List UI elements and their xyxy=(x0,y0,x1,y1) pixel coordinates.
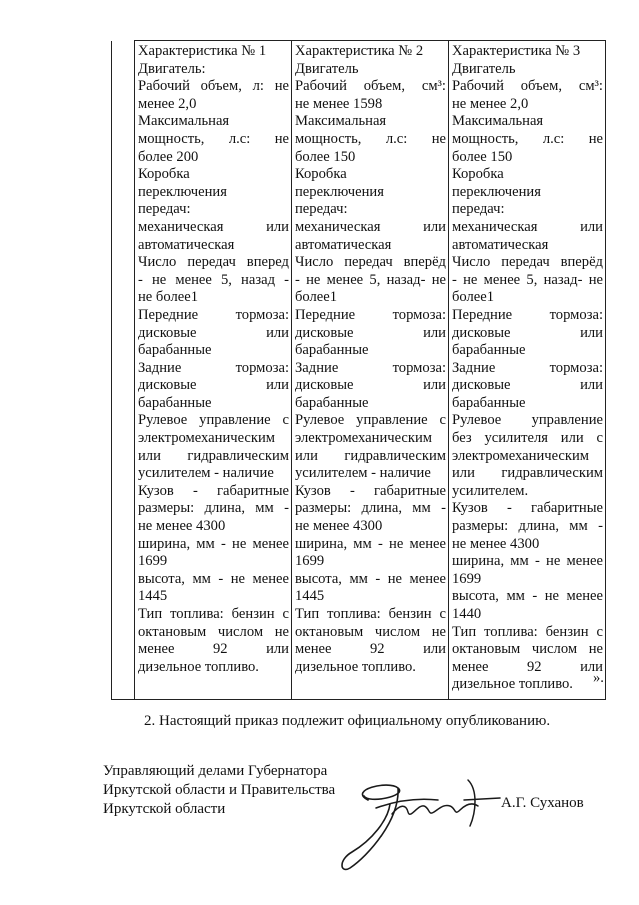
characteristic-line: Задние тормоза: xyxy=(138,359,289,376)
characteristic-line: передач: xyxy=(452,201,505,218)
characteristic-line: Кузов - габаритные xyxy=(452,500,603,517)
characteristic-line: - не менее 5, назад- не xyxy=(295,271,446,288)
characteristic-line: октановым числом не xyxy=(295,623,446,640)
characteristic-line: Кузов - габаритные xyxy=(138,482,289,499)
characteristic-line: более 150 xyxy=(452,148,513,165)
characteristic-line: Передние тормоза: xyxy=(295,306,446,323)
characteristic-2-lines xyxy=(295,61,446,677)
characteristic-line: или гидравлическим xyxy=(138,447,289,464)
characteristic-line: менее 92 или xyxy=(452,658,603,675)
characteristic-line: Тип топлива: бензин с xyxy=(295,606,446,622)
order-item-2: 2. Настоящий приказ подлежит официальному опубликованию. xyxy=(144,713,551,729)
characteristic-line: Максимальная xyxy=(295,113,387,130)
characteristic-line: ширина, мм - не менее xyxy=(452,553,603,570)
signer-position-line-3: Иркутской области xyxy=(103,801,226,817)
characteristic-3-title: Характеристика № 3 xyxy=(452,43,581,59)
characteristic-line: мощность, л.с: не xyxy=(138,130,289,147)
characteristic-line: передач: xyxy=(138,201,191,218)
characteristic-line: Двигатель xyxy=(452,60,516,77)
characteristic-line: 1699 xyxy=(295,553,325,570)
characteristic-line: барабанные xyxy=(295,394,369,411)
characteristic-line: более 150 xyxy=(295,148,356,165)
characteristic-line: Тип топлива: бензин с xyxy=(452,623,603,640)
characteristic-line: Число передач вперёд xyxy=(452,254,603,271)
characteristic-line: размеры: длина, мм - xyxy=(138,500,289,517)
characteristic-line: дисковые или xyxy=(452,377,603,394)
characteristic-1-cell xyxy=(135,41,292,700)
characteristic-line: дисковые или xyxy=(295,377,446,394)
characteristic-2-title: Характеристика № 2 xyxy=(295,43,424,59)
characteristic-line: механическая или xyxy=(138,218,289,235)
signature-block xyxy=(103,762,335,819)
table-gutter-column xyxy=(112,41,135,700)
specifications-table xyxy=(111,40,606,700)
characteristic-line: усилителем. xyxy=(452,482,529,499)
characteristic-line: дисковые или xyxy=(452,324,603,341)
characteristic-line: Коробка xyxy=(452,166,504,183)
characteristic-line: автоматическая xyxy=(138,236,235,253)
characteristic-line: Задние тормоза: xyxy=(295,359,446,376)
characteristic-line: Двигатель xyxy=(295,60,359,77)
characteristic-line: менее 92 или xyxy=(295,641,446,658)
handwritten-signature xyxy=(328,760,508,880)
characteristic-line: барабанные xyxy=(295,342,369,359)
characteristic-line: Коробка xyxy=(295,166,347,183)
characteristic-line: усилителем - наличие xyxy=(138,465,274,482)
characteristic-line: не менее 1598 xyxy=(295,95,383,112)
characteristic-line: Рабочий объем, л: не xyxy=(138,78,289,95)
characteristic-line: Коробка xyxy=(138,166,190,183)
characteristic-1-lines xyxy=(138,61,289,677)
characteristic-line: октановым числом не xyxy=(138,623,289,640)
characteristic-1-title: Характеристика № 1 xyxy=(138,43,267,59)
characteristic-line: дисковые или xyxy=(138,377,289,394)
characteristic-line: переключения xyxy=(295,183,384,200)
characteristic-line: электромеханическим xyxy=(452,447,590,464)
characteristic-line: барабанные xyxy=(452,342,526,359)
characteristic-line: переключения xyxy=(138,183,227,200)
characteristic-line: ширина, мм - не менее xyxy=(138,535,289,552)
characteristic-line: Передние тормоза: xyxy=(138,306,289,323)
characteristic-line: - не менее 5, назад- не xyxy=(452,271,603,288)
characteristic-line: или гидравлическим xyxy=(452,465,603,482)
characteristic-line: передач: xyxy=(295,201,348,218)
characteristic-line: или гидравлическим xyxy=(295,447,446,464)
characteristic-line: автоматическая xyxy=(452,236,549,253)
characteristic-line: 1699 xyxy=(138,553,168,570)
characteristic-line: без усилителя или с xyxy=(452,430,603,447)
characteristic-line: Кузов - габаритные xyxy=(295,482,446,499)
characteristic-line: дизельное топливо. xyxy=(452,676,573,693)
characteristic-line: механическая или xyxy=(295,218,446,235)
characteristic-line: Двигатель: xyxy=(138,60,206,77)
characteristic-line: барабанные xyxy=(452,394,526,411)
characteristic-line: не менее 4300 xyxy=(138,518,226,535)
characteristic-line: более1 xyxy=(452,289,495,306)
characteristic-3-cell xyxy=(449,41,606,700)
characteristic-line: 1445 xyxy=(295,588,325,605)
characteristic-line: Рулевое управление с xyxy=(138,412,289,429)
characteristic-line: дизельное топливо. xyxy=(295,658,416,675)
characteristic-line: не менее 2,0 xyxy=(452,95,529,112)
characteristic-line: Рабочий объем, см³: xyxy=(452,78,603,95)
characteristic-line: 1699 xyxy=(452,570,482,587)
characteristic-line: переключения xyxy=(452,183,541,200)
table-row xyxy=(112,41,606,700)
characteristic-line: размеры: длина, мм - xyxy=(452,518,603,535)
characteristic-line: не менее 4300 xyxy=(295,518,383,535)
characteristic-line: дисковые или xyxy=(295,324,446,341)
characteristic-line: - не менее 5, назад - xyxy=(138,271,289,288)
characteristic-line: электромеханическим xyxy=(295,430,433,447)
characteristic-line: усилителем - наличие xyxy=(295,465,431,482)
characteristic-line: мощность, л.с: не xyxy=(295,130,446,147)
characteristic-line: октановым числом не xyxy=(452,641,603,658)
characteristic-line: не менее 4300 xyxy=(452,535,540,552)
characteristic-3-lines xyxy=(452,61,603,694)
signer-position-line-2: Иркутской области и Правительства xyxy=(103,782,336,798)
characteristic-line: более1 xyxy=(295,289,338,306)
signer-position-line-1: Управляющий делами Губернатора xyxy=(103,763,328,779)
characteristic-line: менее 92 или xyxy=(138,641,289,658)
characteristic-line: 1445 xyxy=(138,588,168,605)
characteristic-line: более 200 xyxy=(138,148,199,165)
characteristic-line: высота, мм - не менее xyxy=(138,570,289,587)
characteristic-line: Задние тормоза: xyxy=(452,359,603,376)
characteristic-line: автоматическая xyxy=(295,236,392,253)
characteristic-line: Рулевое управление с xyxy=(295,412,446,429)
characteristic-line: барабанные xyxy=(138,394,212,411)
characteristic-line: механическая или xyxy=(452,218,603,235)
characteristic-line: не более1 xyxy=(138,289,198,306)
characteristic-line: размеры: длина, мм - xyxy=(295,500,446,517)
characteristic-line: Передние тормоза: xyxy=(452,306,603,323)
closing-quote: ». xyxy=(593,670,604,686)
characteristic-line: ширина, мм - не менее xyxy=(295,535,446,552)
characteristic-line: мощность, л.с: не xyxy=(452,130,603,147)
characteristic-line: менее 2,0 xyxy=(138,95,197,112)
characteristic-line: Число передач вперёд xyxy=(295,254,446,271)
characteristic-line: дисковые или xyxy=(138,324,289,341)
characteristic-line: электромеханическим xyxy=(138,430,276,447)
characteristic-line: Тип топлива: бензин с xyxy=(138,606,289,622)
characteristic-line: высота, мм - не менее xyxy=(452,588,603,605)
characteristic-line: Число передач вперед xyxy=(138,254,289,271)
characteristic-line: Рулевое управление xyxy=(452,412,603,429)
characteristic-line: Рабочий объем, см³: xyxy=(295,78,446,95)
characteristic-line: дизельное топливо. xyxy=(138,658,259,675)
signer-name: А.Г. Суханов xyxy=(501,795,584,811)
characteristic-line: Максимальная xyxy=(138,113,230,130)
characteristic-line: Максимальная xyxy=(452,113,544,130)
characteristic-line: высота, мм - не менее xyxy=(295,570,446,587)
characteristic-2-cell xyxy=(292,41,449,700)
characteristic-line: барабанные xyxy=(138,342,212,359)
characteristic-line: 1440 xyxy=(452,606,482,622)
